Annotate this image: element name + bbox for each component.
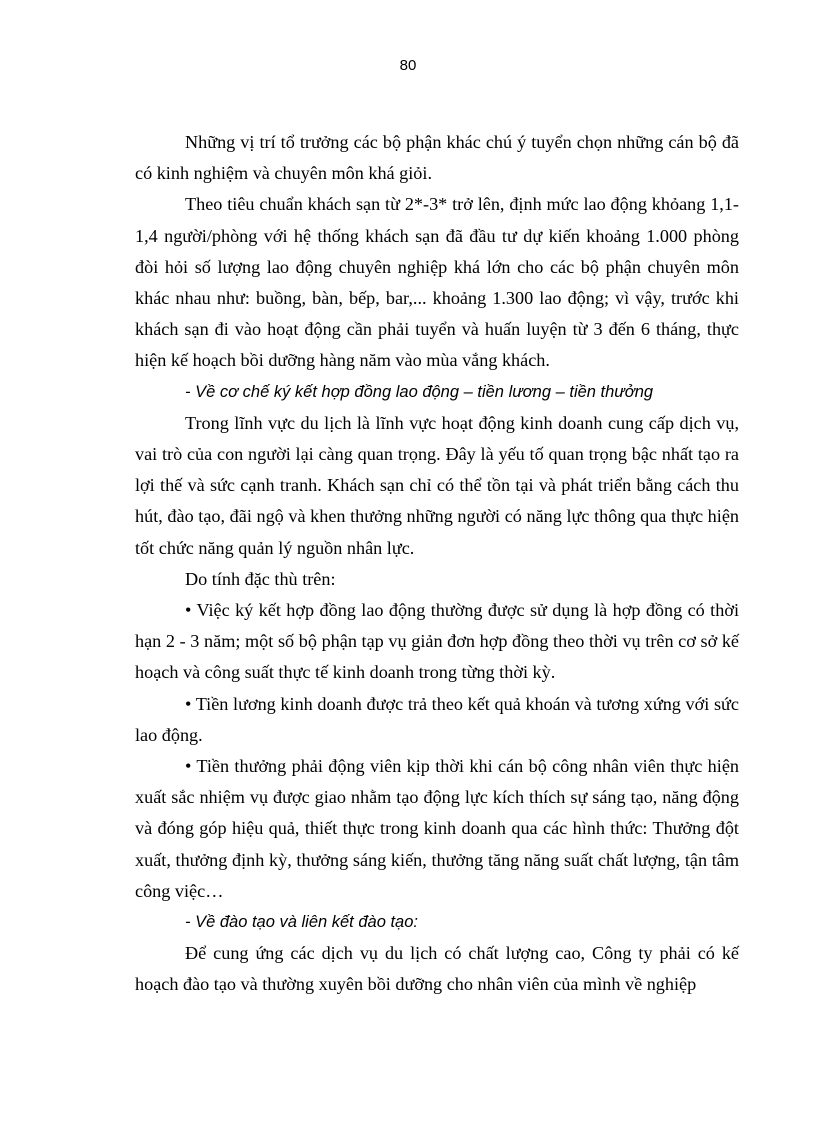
bullet-contracts: • Việc ký kết hợp đồng lao động thường được sử dụng là hợp đồng có thời hạn 2 - 3 năm; một số bộ phận tạp vụ giản đơn hợp đồng theo thời vụ trên cơ sở kế hoạch và công suất thực tế kinh doanh trong từng thời kỳ. [135,600,739,683]
subheading-training: - Về đào tạo và liên kết đào tạo: [185,913,418,932]
paragraph-human-role: Trong lĩnh vực du lịch là lĩnh vực hoạt động kinh doanh cung cấp dịch vụ, vai trò của con người lại càng quan trọng. Đây là yếu tố quan trọng bậc nhất tạo ra lợi thế và sức cạnh tranh. Khách sạn chỉ có thể tồn tại và phát triển bằng cách thu hút, đào tạo, đãi ngộ và khen thưởng những người có năng lực thông qua thực hiện tốt chức năng quản lý nguồn nhân lực. [135,412,739,558]
page-number: 80 [399,57,417,74]
paragraph-labor-norms: Theo tiêu chuẩn khách sạn từ 2*-3* trở lên, định mức lao động khỏang 1,1-1,4 người/phòng với hệ thống khách sạn đã đầu tư dự kiến khoảng 1.000 phòng đòi hỏi số lượng lao động chuyên nghiệp khá lớn cho các bộ phận chuyên môn khác nhau như: buồng, bàn, bếp, bar,... khoảng 1.300 lao động; vì vậy, trước khi khách sạn đi vào hoạt động cần phải tuyển và huấn luyện từ 3 đến 6 tháng, thực hiện kế hoạch bồi dưỡng hàng năm vào mùa vắng khách. [135,194,739,371]
bullet-bonus: • Tiền thưởng phải động viên kịp thời khi cán bộ công nhân viên thực hiện xuất sắc nhiệm vụ được giao nhằm tạo động lực kích thích sự sáng tạo, năng động và đóng góp hiệu quả, thiết thực trong kinh doanh qua các hình thức: Thưởng đột xuất, thưởng định kỳ, thưởng sáng kiến, thưởng tăng năng suất chất lượng, tận tâm công việc… [135,756,739,901]
document-body [135,127,739,1001]
paragraph-specifics-intro: Do tính đặc thù trên: [185,568,336,589]
bullet-salary: • Tiền lương kinh doanh được trả theo kết quả khoán và tương xứng với sức lao động. [135,693,739,745]
paragraph-training-plan: Để cung ứng các dịch vụ du lịch có chất lượng cao, Công ty phải có kế hoạch đào tạo và thường xuyên bồi dưỡng cho nhân viên của mình về nghiệp [135,943,739,995]
subheading-contract-salary-bonus: - Về cơ chế ký kết hợp đồng lao động – tiền lương – tiền thưởng [185,382,654,401]
paragraph-hiring-leaders: Những vị trí tổ trưởng các bộ phận khác chú ý tuyển chọn những cán bộ đã có kinh nghiệm và chuyên môn khá giỏi. [135,132,739,184]
